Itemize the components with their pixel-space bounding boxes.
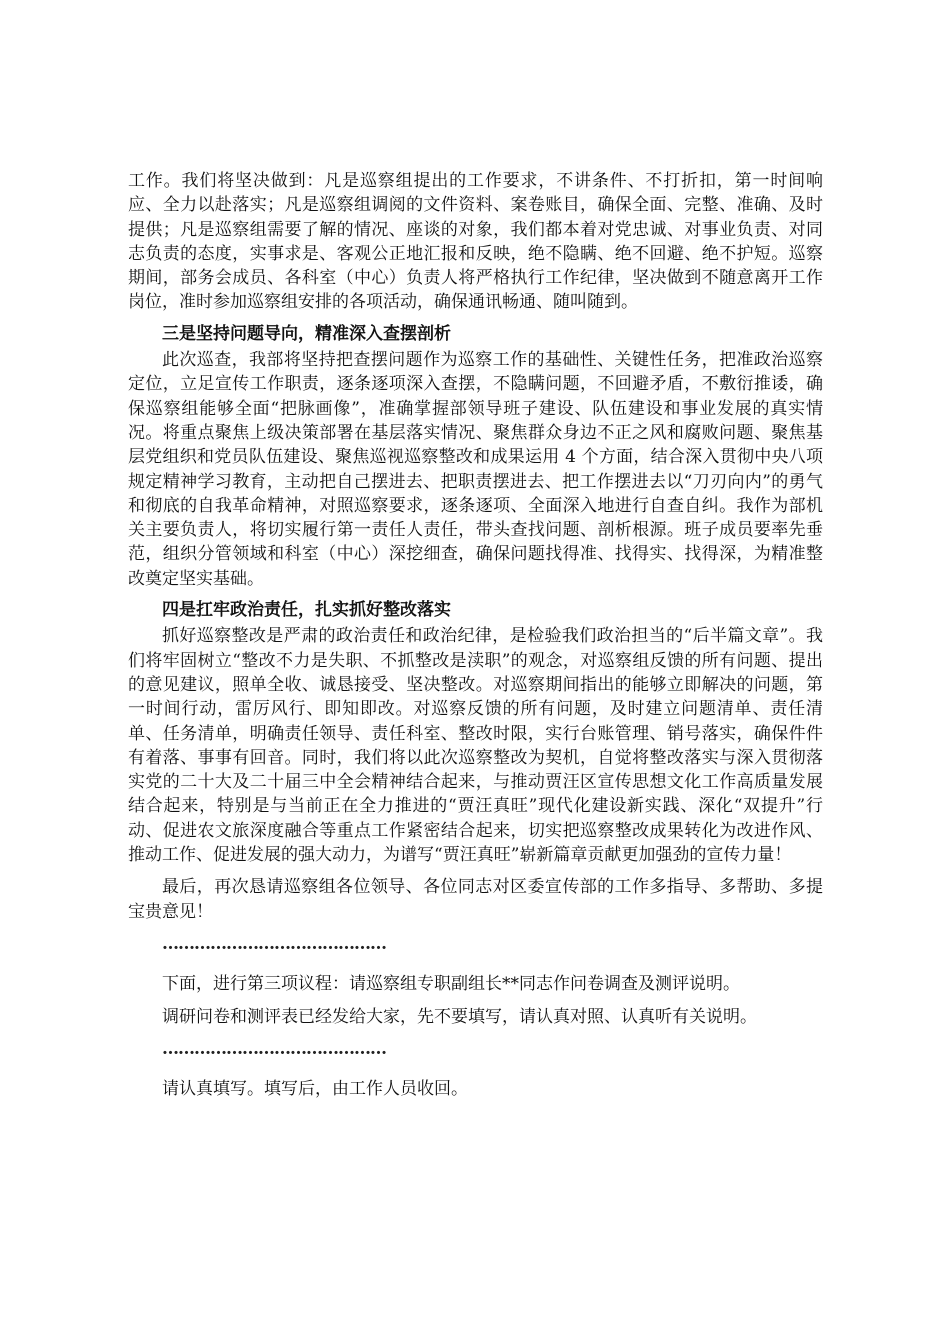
section-heading-3: 三是坚持问题导向，精准深入查摆剖析 — [162, 323, 451, 344]
body-paragraph: 工作。我们将坚决做到：凡是巡察组提出的工作要求，不讲条件、不打折扣，第一时间响应、全力以赴落实；凡是巡察组调阅的文件资料、案卷账目，确保全面、完整、准确、及时提供；凡是巡察组需要了解的情况、座谈的对象，我们都本着对党忠诚、对事业负责、对同志负责的态度，实事求是、客观公正地汇报和反映，绝不隐瞒、绝不回避、绝不护短。巡察期间，部务会成员、各科室（中心）负责人将严格执行工作纪律，坚决做到不随意离开工作岗位，准时参加巡察组安排的各项活动，确保通讯畅通、随叫随到。 — [128, 171, 823, 313]
closing-paragraph: 最后，再次恳请巡察组各位领导、各位同志对区委宣传部的工作多指导、多帮助、多提宝贵意见！ — [128, 877, 823, 922]
fill-instruction-paragraph: 请认真填写。填写后，由工作人员收回。 — [162, 1079, 468, 1100]
ellipsis-separator: …………………………………… — [162, 933, 386, 954]
body-paragraph: 此次巡查，我部将坚持把查摆问题作为巡察工作的基础性、关键性任务，把准政治巡察定位，立足宣传工作职责，逐条逐项深入查摆，不隐瞒问题，不回避矛盾，不敷衍推诿，确保巡察组能够全面“把脉画像”，准确掌握部领导班子建设、队伍建设和事业发展的真实情况。将重点聚焦上级决策部署在基层落实情况、聚焦群众身边不正之风和腐败问题、聚焦基层党组织和党员队伍建设、聚焦巡视巡察整改和成果运用 4 个方面，结合深入贯彻中央八项规定精神学习教育，主动把自己摆进去、把职责摆进去、把工作摆进去以“刀刃向内”的勇气和彻底的自我革命精神，对照巡察要求，逐条逐项、全面深入地进行自查自纠。我作为部机关主要负责人，将切实履行第一责任人责任，带头查找问题、剖析根源。班子成员要率先垂范，组织分管领域和科室（中心）深挖细查，确保问题找得准、找得实、找得深，为精准整改奠定坚实基础。 — [128, 350, 823, 589]
body-paragraph: 抓好巡察整改是严肃的政治责任和政治纪律，是检验我们政治担当的“后半篇文章”。我们将牢固树立“整改不力是失职、不抓整改是渎职”的观念，对巡察组反馈的所有问题、提出的意见建议，照单全收、诚恳接受、坚决整改。对巡察期间指出的能够立即解决的问题，第一时间行动，雷厉风行、即知即改。对巡察反馈的所有问题，及时建立问题清单、责任清单、任务清单，明确责任领导、责任科室、整改时限，实行台账管理、销号落实，确保件件有着落、事事有回音。同时，我们将以此次巡察整改为契机，自觉将整改落实与深入贯彻落实党的二十大及二十届三中全会精神结合起来，与推动贾汪区宣传思想文化工作高质量发展结合起来，特别是与当前正在全力推进的“贾汪真旺”现代化建设新实践、深化“双提升”行动、促进农文旅深度融合等重点工作紧密结合起来，切实把巡察整改成果转化为改进作风、推动工作、促进发展的强大动力，为谱写“贾汪真旺”崭新篇章贡献更加强劲的宣传力量！ — [128, 626, 823, 866]
survey-paragraph: 调研问卷和测评表已经发给大家，先不要填写，请认真对照、认真听有关说明。 — [162, 1006, 757, 1027]
ellipsis-separator: …………………………………… — [162, 1038, 386, 1059]
document-page — [128, 169, 823, 1101]
section-heading-4: 四是扛牢政治责任，扎实抓好整改落实 — [162, 600, 451, 621]
agenda-paragraph: 下面，进行第三项议程：请巡察组专职副组长**同志作问卷调查及测评说明。 — [162, 974, 740, 995]
